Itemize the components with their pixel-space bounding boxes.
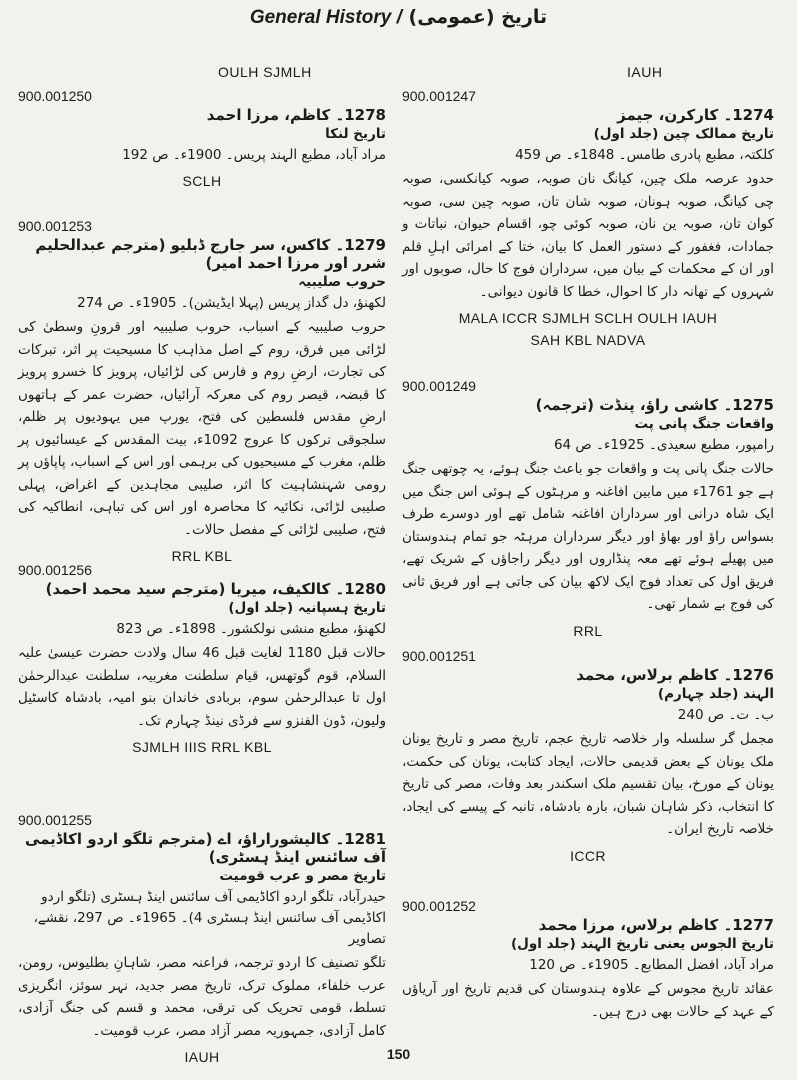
accession-number: 900.001256 — [18, 562, 92, 578]
entry-heading: 1280۔ کالکیف، میریا (مترجم سید محمد احمد) — [45, 580, 386, 598]
entry-abstract: حالات جنگ پانی پت و واقعات جو باعث جنگ ہوئے، یہ چوتھی جنگ ہے جو 1761ء میں مابین افاغنہ و مرہٹوں کے ہوئی اس جنگ میں ایک شاہ درانی اور سرداران افاغنہ شامل تھے اور دوسرے طرف بسواس راؤ اور بھاؤ اور دیگر سرداران مرہٹہ جو تمام ہندوستان میں پھیلے ہوئے تھے معہ پنڈاروں اور دیگر راجاؤں کے شریک تھے، فریق اول کی تعداد فوج ایک لاکھ بیان کی جاتی ہے اور فریق ثانی کی فوج بے شمار تھی۔ — [402, 461, 774, 612]
entry-heading: 1281۔ کالیشوراراؤ، اے (مترجم تلگو اردو اکاڈیمی آف سائنس اینڈ ہسٹری) — [24, 830, 386, 866]
entry-abstract: مجمل گر سلسلہ وار خلاصہ تاریخ عجم، تاریخ مصر و تاریخ یونان ملک یونان کے بعض قدیمی حالات، ایجاد کتابت، یونان کی حکمت، یونان کے مورخ، بیان تقسیم ملک اسکندر بعد وفات، مصر کی تاریخ کا انتخاب، ذکر شاہان شبان، بارہ بادشاہ، تانبہ کے پیسے کی ایجاد، خلاصہ تاریخ ایران۔ — [402, 731, 774, 837]
entry-imprint: حیدرآباد، تلگو اردو اکاڈیمی آف سائنس اینڈ ہسٹری (تلگو اردو اکاڈیمی آف سائنس اینڈ ہسٹری 4)۔ 1965ء۔ ص 297، نقشے، تصاویر — [33, 889, 386, 947]
entry-holdings: SCLH — [182, 173, 222, 189]
entry-heading: 1277۔ کاظم برلاس، مرزا محمد — [538, 916, 774, 934]
accession-number: 900.001255 — [18, 812, 92, 828]
entry-holdings: SJMLH IIIS RRL KBL — [132, 739, 272, 755]
entry-heading: 1274۔ کارکرن، جیمز — [617, 106, 774, 124]
catalog-entry — [402, 88, 774, 351]
entry-imprint: کلکتہ، مطبع پادری طامس۔ 1848ء۔ ص 459 — [515, 147, 774, 163]
entry-abstract: حدود عرصہ ملک چین، کیانگ نان صوبہ، صوبہ کیانکسی، صوبہ چی کیانگ، صوبہ ہونان، صوبہ شان تان، صوبہ چین سی، صوبہ کوان تان، صوبہ ین نان، صوبہ کوئی چو، اقسام حیوان، نباتات و جمادات، فغفور کے دستور العمل کا بیان، ختا کے امرائی اہلِ قلم اور ان کے محکمات کے بیان میں، سرداران فوج کا حال، صوبوں اور شہروں کے تھانہ دار کا احوال، خطا کا قانون دیوانی۔ — [402, 171, 774, 300]
entry-abstract: حروب صلیبیہ کے اسباب، حروب صلیبیہ اور قرونِ وسطیٰ کی لڑائی میں فرق، روم کے اصل مذاہب کا مسیحیت پر اثر، تبرکات کی تجارت، ارضِ روم و فارس کی لڑائیاں، پرویز کا خسرو پرویز کا قبضہ، قیصر روم کی معرکہ آرائیاں، حضرت عمر کے ہاتھوں ارضِ مقدس فلسطین کی فتح، یورپ میں یہودیوں پر ظلم، سلجوقی ترکوں کا عروج 1092ء، بیت المقدس کے عیسائیوں پر ظلم، مغرب کے مسیحیوں کی برہمی اور اس کے اسباب، پاپاؤں پر رومی شہنشاہیت کا اثر، صلیبی مجاہدین کے اغراض، پہلی صلیبی لڑائی، نکائیہ کا محاصرہ اور اس کی تباہی، انطاکیہ کی فتح، صلیبی لڑائی کے مفصل حالات۔ — [18, 319, 386, 538]
entry-imprint: لکھنؤ، دل گداز پریس (پہلا ایڈیشن)۔ 1905ء۔ ص 274 — [77, 295, 386, 311]
entry-heading: 1278۔ کاظم، مرزا احمد — [206, 106, 386, 124]
entry-heading: 1279۔ کاکس، سر جارج ڈبلیو (مترجم عبدالحلیم شرر اور مرزا احمد امیر) — [35, 236, 386, 272]
running-head-english: General History / — [249, 7, 402, 28]
entry-title: حروب صلیبیہ — [298, 274, 386, 290]
entry-holdings: RRL KBL — [171, 548, 233, 564]
catalog-entry — [18, 218, 386, 567]
left-column — [18, 0, 386, 1065]
entry-holdings: RRL — [573, 622, 603, 639]
entry-heading: 1276۔ کاظم برلاس، محمد — [576, 666, 774, 684]
accession-number: 900.001249 — [402, 378, 476, 394]
accession-number: 900.001250 — [18, 88, 92, 104]
running-head-urdu: تاریخ (عمومی) — [408, 6, 548, 28]
entry-title: الہند (جلد چہارم) — [657, 686, 774, 702]
catalog-entry — [18, 562, 386, 758]
entry-abstract: حالات قبل 1180 لغایت قبل 46 سال ولادت حضرت عیسیٰ علیہ السلام، قوم گوتھس، قیام سلطنت مغربیہ، سلطنت عبدالرحمٰن اول تا عبدالرحمٰن سوم، بربادی خاندان بنو امیہ، بادشاہ کاسٹیل ولیون، ڈون الفنزو سے فرڈی نینڈ چہارم تک۔ — [18, 645, 386, 729]
entry-title: واقعات جنگ پانی پت — [634, 416, 774, 432]
catalog-entry — [18, 812, 386, 1068]
entry-title: تاریخ لنکا — [325, 126, 386, 142]
entry-imprint: لکھنؤ، مطبع منشی نولکشور۔ 1898ء۔ ص 823 — [116, 621, 386, 637]
entry-imprint: رامپور، مطبع سعیدی۔ 1925ء۔ ص 64 — [553, 437, 774, 453]
entry-abstract: تلگو تصنیف کا اردو ترجمہ، فراعنہ مصر، شاہانِ بطلیوس، رومن، عرب خلفاء، مملوک ترک، تاریخ مصر جدید، نہر سوئز، انگریزی تسلط، قومی تحریک کی ترقی، محمد و قسم کی جنگ آزادی، کامل آزادی، جمہوریہ مصر آزاد مصر، عرب قومیت۔ — [18, 955, 386, 1039]
entry-title: تاریخ الجوس یعنی تاریخ الہند (جلد اول) — [510, 936, 774, 952]
catalog-entry — [402, 648, 774, 867]
accession-number: 900.001252 — [402, 898, 476, 914]
entry-imprint: مراد آباد، مطبع الہند پریس۔ 1900ء۔ ص 192 — [122, 147, 386, 163]
entry-imprint: ب۔ ت۔ ص 240 — [677, 707, 774, 723]
entry-title: تاریخ ممالک چین (جلد اول) — [593, 126, 774, 142]
catalog-entry — [18, 88, 386, 192]
entry-title: تاریخ مصر و عرب قومیت — [219, 868, 386, 884]
entry-holdings: IAUH — [184, 1049, 220, 1065]
entry-holdings: MALA ICCR SJMLH SCLH OULH IAUH SAH KBL NADVA — [458, 310, 718, 348]
accession-number: 900.001247 — [402, 88, 476, 104]
accession-number: 900.001253 — [18, 218, 92, 234]
entry-abstract: عقائد تاریخ مجوس کے علاوہ ہندوستان کی قدیم تاریخ اور آریاؤں کے عہد کے حالات بھی درج ہیں۔ — [402, 981, 774, 1020]
accession-number: 900.001251 — [402, 648, 476, 664]
page-number: 150 — [386, 1046, 411, 1062]
right-column — [402, 0, 774, 1030]
entry-title: تاریخ ہسپانیہ (جلد اول) — [228, 600, 386, 616]
left-column-top-holdings: OULH SJMLH — [218, 64, 312, 80]
catalog-entry — [402, 378, 774, 642]
entry-holdings: ICCR — [570, 847, 606, 864]
entry-heading: 1275۔ کاشی راؤ، پنڈت (ترجمہ) — [535, 396, 774, 414]
catalog-entry — [402, 898, 774, 1023]
entry-imprint: مراد آباد، افضل المطابع۔ 1905ء۔ ص 120 — [529, 957, 774, 973]
right-column-top-holdings: IAUH — [627, 64, 663, 80]
